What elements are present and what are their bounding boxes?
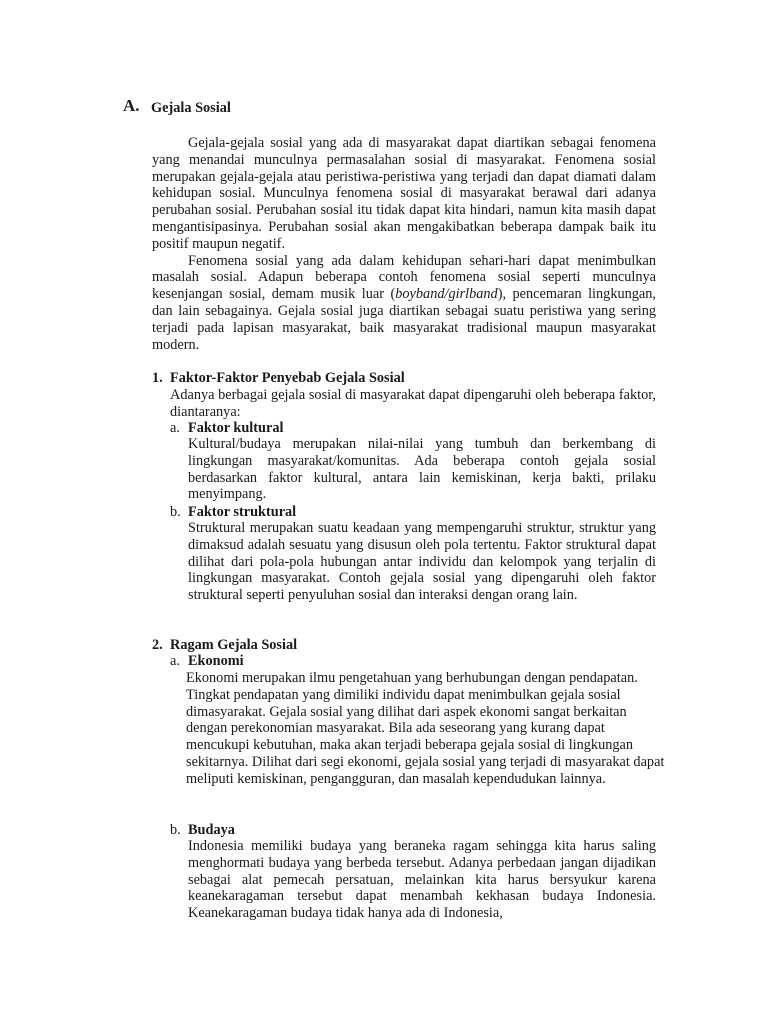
section-a-marker: A.: [123, 96, 140, 115]
item-label: Faktor kultural: [188, 420, 284, 436]
section-1-title: Faktor-Faktor Penyebab Gejala Sosial: [170, 370, 405, 386]
section-2-item-b-text: Indonesia memiliki budaya yang beraneka ragam sehingga kita harus saling menghormati budaya yang berbeda tersebut. Adanya perbedaan jangan dijadikan sebagai alat pemecah persatuan, melainkan kita harus bersyukur karena keanekaragaman tersebut dapat menambah kekhasan budaya Indonesia. Keanekaragaman budaya tidak hanya ada di Indonesia,: [188, 838, 656, 922]
section-1-intro: Adanya berbagai gejala sosial di masyarakat dapat dipengaruhi oleh beberapa faktor, diantaranya:: [170, 387, 656, 420]
section-2-item-a-heading: [170, 653, 244, 670]
section-2-item-a-text: Ekonomi merupakan ilmu pengetahuan yang berhubungan dengan pendapatan. Tingkat pendapatan yang dimiliki individu dapat menimbulkan gejala sosial dimasyarakat. Gejala sosial yang dilihat dari aspek ekonomi sangat berkaitan dengan perekonomian masyarakat. Bila ada seseorang yang kurang dapat mencukupi kebutuhan, maka akan terjadi beberapa gejala sosial di lingkungan sekitarnya. Dilihat dari segi ekonomi, gejala sosial yang terjadi di masyarakat dapat meliputi kemiskinan, pengangguran, dan masalah kependudukan lainnya.: [186, 670, 665, 787]
section-a-paragraph-1: Gejala-gejala sosial yang ada di masyarakat dapat diartikan sebagai fenomena yang menandai munculnya permasalahan sosial di masyarakat. Fenomena sosial merupakan gejala-gejala atau peristiwa-peristiwa yang terjadi dan dapat diamati dalam kehidupan sosial. Munculnya fenomena sosial di masyarakat berawal dari adanya perubahan sosial. Perubahan sosial itu tidak dapat kita hindari, namun kita masih dapat mengantisipasinya. Perubahan sosial akan mengakibatkan beberapa dampak baik itu positif maupun negatif.: [152, 135, 656, 252]
section-2-item-b-heading: [170, 822, 235, 839]
paragraph-2-end: ), pencemaran lingkungan, dan lain sebagainya. Gejala sosial juga diartikan sebagai suatu peristiwa yang sering terjadi pada lapisan masyarakat, baik masyarakat tradisional maupun masyarakat modern.: [152, 286, 656, 353]
section-2-heading: [152, 637, 298, 654]
section-a-heading: [123, 96, 231, 116]
section-2-title: Ragam Gejala Sosial: [170, 637, 298, 653]
section-1-item-b-text: Struktural merupakan suatu keadaan yang mempengaruhi struktur, struktur yang dimaksud adalah sesuatu yang disusun oleh pola tertentu. Faktor struktural dapat dilihat dari pola-pola hubungan antar individu dan kelompok yang terjalin di lingkungan masyarakat. Contoh gejala sosial yang dipengaruhi oleh faktor struktural seperti penyuluhan sosial dan interaksi dengan orang lain.: [188, 520, 656, 604]
section-2-marker: 2.: [152, 637, 163, 653]
item-marker: a.: [170, 420, 180, 436]
section-a-title: Gejala Sosial: [151, 100, 231, 116]
paragraph-2-start: Fenomena sosial yang ada dalam kehidupan sehari-hari dapat menimbulkan masalah sosial. Adapun beberapa contoh fenomena sosial seperti munculnya kesenjangan sosial, demam musik luar (: [152, 252, 656, 303]
section-1-item-a-text: Kultural/budaya merupakan nilai-nilai yang tumbuh dan berkembang di lingkungan masyarakat/komunitas. Ada beberapa contoh gejala sosial berdasarkan faktor kultural, antara lain kemiskinan, kerja bakti, prilaku menyimpang.: [188, 436, 656, 503]
section-1-heading: [152, 370, 405, 387]
item-marker: b.: [170, 822, 181, 838]
section-1-item-a-heading: [170, 420, 284, 437]
paragraph-2-italic: boyband/girlband: [395, 286, 498, 303]
section-a-body: [152, 135, 656, 353]
section-a-paragraph-2: [152, 253, 656, 354]
item-marker: b.: [170, 504, 181, 520]
item-marker: a.: [170, 653, 180, 669]
section-1-marker: 1.: [152, 370, 163, 386]
item-label: Faktor struktural: [188, 504, 297, 520]
section-1-item-b-heading: [170, 504, 297, 521]
item-label: Budaya: [188, 822, 235, 838]
item-label: Ekonomi: [188, 653, 244, 669]
